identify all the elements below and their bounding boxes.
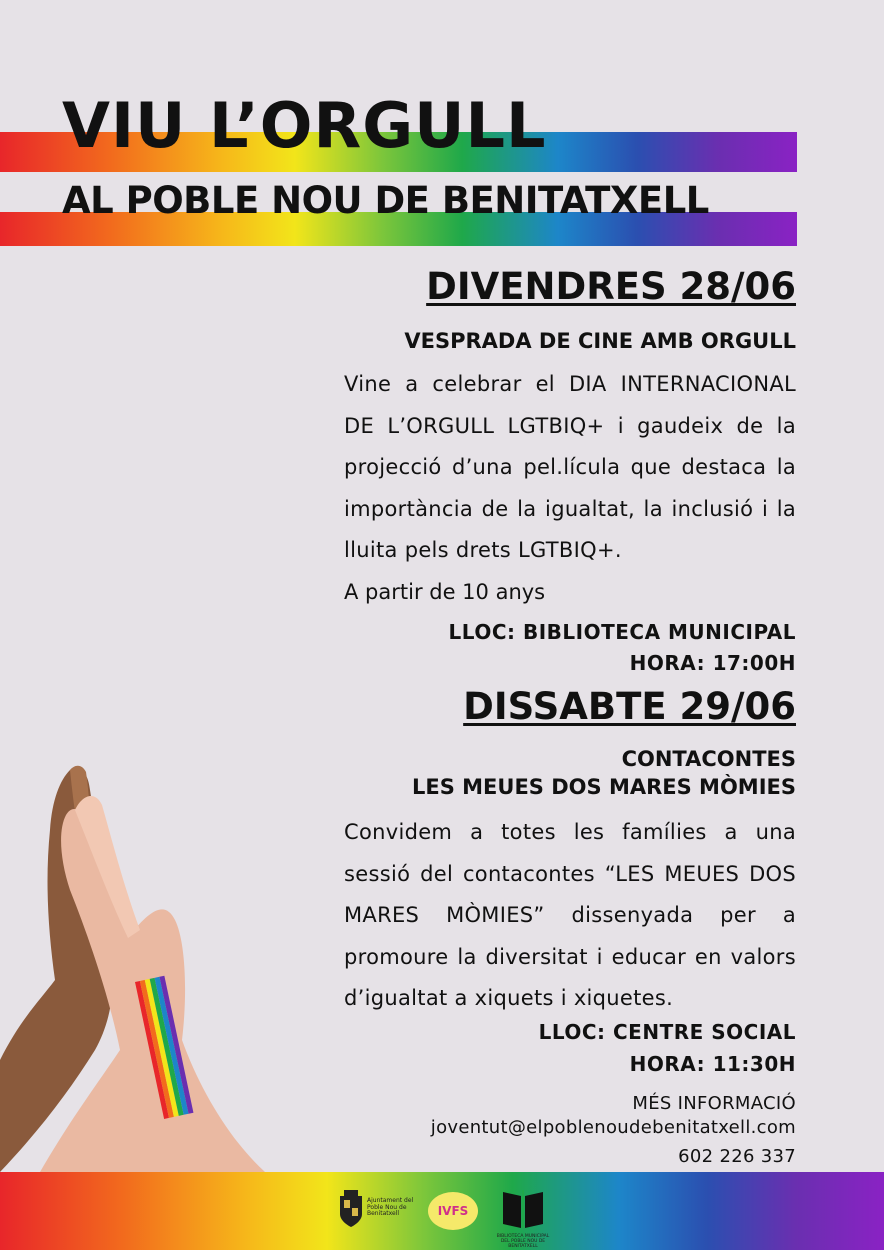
ajuntament-line2: Poble Nou de xyxy=(367,1203,407,1211)
event1-time: HORA: 17:00H xyxy=(629,651,796,675)
event2-heading-line2: LES MEUES DOS MARES MÒMIES xyxy=(412,775,796,799)
ajuntament-line3: Benitatxell xyxy=(367,1210,400,1217)
page-title: VIU L’ORGULL xyxy=(62,89,547,162)
ivfs-logo xyxy=(428,1192,478,1230)
event1-place: LLOC: BIBLIOTECA MUNICIPAL xyxy=(448,620,796,644)
event1-description: Vine a celebrar el DIA INTERNACIONAL DE L’ORGULL LGTBIQ+ i gaudeix de la projecció d’una pel.lícula que destaca la importància de la igualtat, la inclusió i la lluita pels drets LGTBIQ+. xyxy=(344,372,796,562)
contact-phone: 602 226 337 xyxy=(678,1146,796,1167)
event1-heading: VESPRADA DE CINE AMB ORGULL xyxy=(404,329,796,353)
ivfs-logo-text: IVFS xyxy=(437,1204,469,1218)
biblioteca-line2: DEL POBLE NOU DE BENITATXELL xyxy=(500,1239,546,1249)
contact-email[interactable]: joventut@elpoblenoudebenitatxell.com xyxy=(430,1117,796,1138)
coat-of-arms-icon xyxy=(338,1188,364,1228)
event1-age: A partir de 10 anys xyxy=(344,580,546,604)
biblioteca-logo xyxy=(495,1188,551,1249)
ajuntament-line1: Ajuntament del xyxy=(367,1197,414,1204)
event2-date: DISSABTE 29/06 xyxy=(463,685,796,728)
event2-heading-line1: CONTACONTES xyxy=(621,747,796,771)
event1-date: DIVENDRES 28/06 xyxy=(426,265,796,308)
page-subtitle: AL POBLE NOU DE BENITATXELL xyxy=(62,179,709,222)
biblioteca-line1: BIBLIOTECA MUNICIPAL xyxy=(496,1234,550,1239)
raised-hands-illustration xyxy=(0,760,270,1172)
event2-time: HORA: 11:30H xyxy=(629,1052,796,1076)
event2-place: LLOC: CENTRE SOCIAL xyxy=(538,1020,796,1044)
contact-label: MÉS INFORMACIÓ xyxy=(632,1093,796,1114)
open-book-icon xyxy=(499,1188,547,1230)
event2-description: Convidem a totes les famílies a una sessió del contacontes “LES MEUES DOS MARES MÒMIES” dissenyada per a promoure la diversitat i educar en valors d’igualtat a xiquets i xiquetes. xyxy=(344,820,796,1010)
ajuntament-logo xyxy=(338,1188,428,1228)
